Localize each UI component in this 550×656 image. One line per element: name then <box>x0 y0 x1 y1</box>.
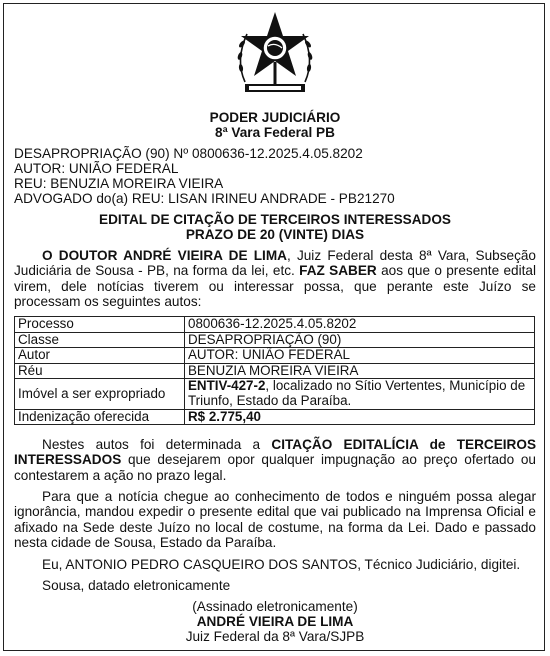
faz-saber: FAZ SABER <box>299 263 377 279</box>
case-info-line-2: AUTOR: UNIÃO FEDERAL <box>14 161 179 176</box>
header-line-2: 8ª Vara Federal PB <box>215 125 335 140</box>
case-info-line-1: DESAPROPRIAÇÃO (90) Nº 0800636-12.2025.4.05.8202 <box>14 146 363 161</box>
case-info-line-4: ADVOGADO do(a) REU: LISAN IRINEU ANDRADE - PB21270 <box>14 191 395 206</box>
indenizacao-label: Indenização oferecida <box>15 409 185 425</box>
edital-title: EDITAL DE CITAÇÃO DE TERCEIROS INTERESSADOS <box>99 212 451 227</box>
date-paragraph: Sousa, datado eletronicamente <box>42 578 231 593</box>
brazil-coat-of-arms-icon <box>231 10 319 102</box>
table-row <box>15 363 535 379</box>
signature-role: Juiz Federal da 8ª Vara/SJPB <box>185 629 365 644</box>
reu-value: BENUZIA MOREIRA VIEIRA <box>185 363 535 379</box>
autor-label: Autor <box>15 348 185 364</box>
citation-bold: CITAÇÃO EDITALÍCIA de TERCEIROS INTERESSADOS <box>14 437 537 468</box>
indenizacao-value: R$ 2.775,40 <box>185 409 535 425</box>
header-line-1: PODER JUDICIÁRIO <box>209 110 341 125</box>
table-row <box>15 409 535 425</box>
table-row <box>15 379 535 409</box>
table-row <box>15 317 535 333</box>
classe-value: DESAPROPRIAÇÃO (90) <box>185 332 535 348</box>
autor-value: AUTOR: UNIÃO FEDERAL <box>185 348 535 364</box>
process-table <box>14 316 535 425</box>
classe-label: Classe <box>15 332 185 348</box>
publication-paragraph: Para que a notícia chegue ao conhecimento de todos e ninguém possa alegar ignorância, mandou expedir o presente edital que vai publicado na Imprensa Oficial e afixado na Sede deste Juízo no local de costume, na forma da Lei. Dado e passado nesta cidade de Sousa, Estado da Paraíba. <box>14 489 536 551</box>
citation-paragraph: Nestes autos foi determinada a CITAÇÃO EDITALÍCIA de TERCEIROS INTERESSADOS que desejarem opor qualquer impugnação ao preço ofertado ou contestarem a ação no prazo legal. <box>14 437 537 483</box>
reu-label: Réu <box>15 363 185 379</box>
case-info-line-3: REU: BENUZIA MOREIRA VIEIRA <box>14 176 224 191</box>
signature-name: ANDRÉ VIEIRA DE LIMA <box>196 614 354 629</box>
processo-label: Processo <box>15 317 185 333</box>
processo-value: 0800636-12.2025.4.05.8202 <box>185 317 535 333</box>
table-row <box>15 348 535 364</box>
imovel-value: ENTIV-427-2, localizado no Sítio Vertentes, Município de Triunfo, Estado da Paraíba. <box>185 379 535 409</box>
signature-note: (Assinado eletronicamente) <box>192 599 358 614</box>
intro-paragraph: O DOUTOR ANDRÉ VIEIRA DE LIMA, Juiz Federal desta 8ª Vara, Subseção Judiciária de Sousa - PB, na forma da lei, etc. FAZ SABER aos que o presente edital virem, dele notícias tiverem ou interessar possa, que perante este Juízo se processam os seguintes autos: <box>14 248 536 310</box>
edital-subtitle: PRAZO DE 20 (VINTE) DIAS <box>185 227 365 242</box>
typist-paragraph: Eu, ANTONIO PEDRO CASQUEIRO DOS SANTOS, Técnico Judiciário, digitei. <box>42 557 521 572</box>
judge-name: O DOUTOR ANDRÉ VIEIRA DE LIMA <box>42 248 287 263</box>
imovel-label: Imóvel a ser expropriado <box>15 379 185 409</box>
table-row <box>15 332 535 348</box>
